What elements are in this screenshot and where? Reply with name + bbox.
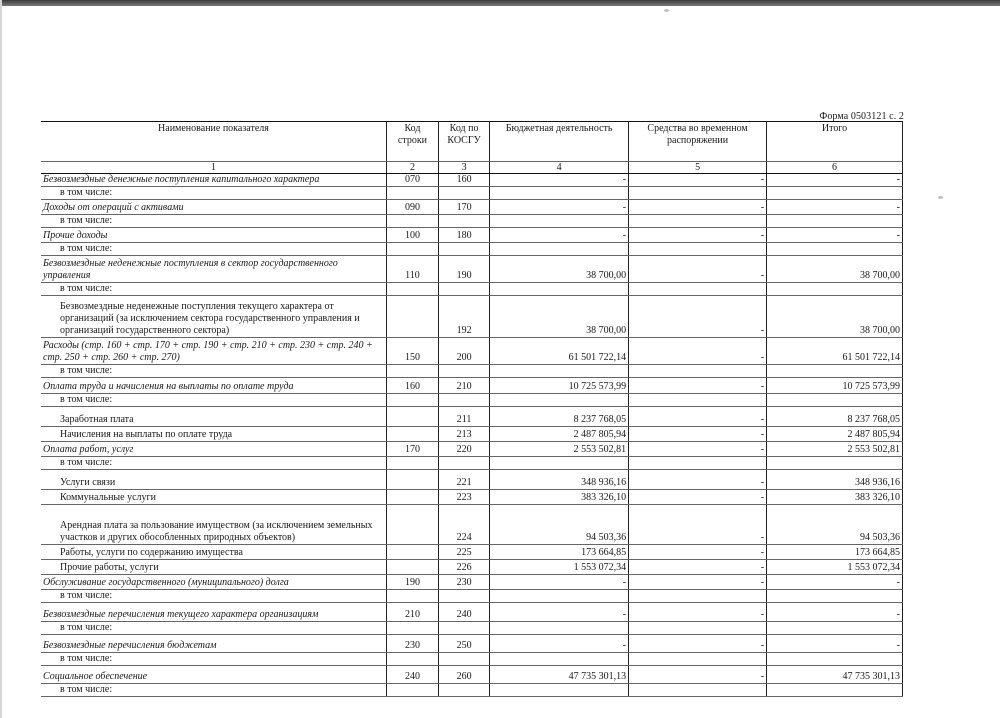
row-temp-funds-value	[629, 457, 767, 470]
row-kosgu	[439, 457, 490, 470]
row-budget-value	[490, 187, 629, 200]
report-table	[41, 121, 903, 697]
row-budget-value: 61 501 722,14	[490, 338, 629, 365]
row-total-value	[767, 457, 903, 470]
row-name: в том числе:	[41, 243, 386, 256]
row-name: в том числе:	[41, 283, 386, 296]
row-name: Работы, услуги по содержанию имущества	[41, 545, 386, 560]
row-total-value: 10 725 573,99	[767, 378, 903, 394]
row-total-value	[767, 215, 903, 228]
row-name: в том числе:	[41, 684, 386, 697]
row-total-value	[767, 394, 903, 407]
row-name: в том числе:	[41, 653, 386, 666]
row-budget-value	[490, 622, 629, 635]
row-code: 210	[386, 603, 438, 622]
row-total-value: 2 487 805,94	[767, 427, 903, 442]
header-total: Итого	[767, 122, 903, 162]
row-kosgu	[439, 590, 490, 603]
row-name: Прочие работы, услуги	[41, 560, 386, 575]
row-code: 100	[386, 228, 438, 243]
row-temp-funds-value	[629, 590, 767, 603]
row-temp-funds-value: -	[629, 296, 767, 338]
row-name: Доходы от операций с активами	[41, 200, 386, 215]
row-name: Безвозмездные неденежные поступления в сектор государственного управления	[41, 256, 386, 283]
row-temp-funds-value: -	[629, 407, 767, 427]
row-budget-value	[490, 590, 629, 603]
row-name: Оплата работ, услуг	[41, 442, 386, 457]
row-total-value	[767, 187, 903, 200]
row-kosgu: 226	[439, 560, 490, 575]
row-temp-funds-value: -	[629, 603, 767, 622]
table-row	[41, 490, 903, 505]
row-temp-funds-value	[629, 394, 767, 407]
row-temp-funds-value	[629, 283, 767, 296]
row-name: Обслуживание государственного (муниципального) долга	[41, 575, 386, 590]
row-name: Безвозмездные перечисления текущего характера организациям	[41, 603, 386, 622]
table-row	[41, 622, 903, 635]
row-temp-funds-value	[629, 215, 767, 228]
row-total-value: 348 936,16	[767, 470, 903, 490]
table-row	[41, 575, 903, 590]
row-kosgu: 180	[439, 228, 490, 243]
row-total-value: 61 501 722,14	[767, 338, 903, 365]
row-total-value: 2 553 502,81	[767, 442, 903, 457]
row-budget-value: 348 936,16	[490, 470, 629, 490]
row-kosgu: 221	[439, 470, 490, 490]
row-total-value: -	[767, 603, 903, 622]
column-number: 5	[629, 162, 767, 174]
row-budget-value	[490, 684, 629, 697]
row-total-value: 1 553 072,34	[767, 560, 903, 575]
report-sheet	[41, 121, 903, 697]
row-kosgu: 190	[439, 256, 490, 283]
column-number: 6	[767, 162, 903, 174]
row-name: Арендная плата за пользование имуществом (за исключением земельных участков и других обособленных природных объектов)	[41, 505, 386, 545]
row-temp-funds-value: -	[629, 560, 767, 575]
row-code	[386, 545, 438, 560]
table-row	[41, 427, 903, 442]
row-name: Безвозмездные перечисления бюджетам	[41, 635, 386, 653]
row-code: 160	[386, 378, 438, 394]
row-code: 150	[386, 338, 438, 365]
row-total-value: -	[767, 228, 903, 243]
row-code	[386, 457, 438, 470]
row-code	[386, 187, 438, 200]
table-row	[41, 365, 903, 378]
row-kosgu	[439, 215, 490, 228]
row-kosgu	[439, 243, 490, 256]
scan-speck	[938, 196, 943, 199]
row-temp-funds-value	[629, 622, 767, 635]
row-temp-funds-value: -	[629, 575, 767, 590]
row-temp-funds-value	[629, 653, 767, 666]
scan-left-edge	[0, 0, 2, 718]
row-budget-value: -	[490, 228, 629, 243]
row-total-value: -	[767, 575, 903, 590]
row-total-value: 383 326,10	[767, 490, 903, 505]
table-row	[41, 666, 903, 684]
row-kosgu: 213	[439, 427, 490, 442]
row-budget-value: 10 725 573,99	[490, 378, 629, 394]
report-body	[41, 174, 903, 697]
row-name: Оплата труда и начисления на выплаты по оплате труда	[41, 378, 386, 394]
row-code: 090	[386, 200, 438, 215]
row-code	[386, 215, 438, 228]
row-name: Прочие доходы	[41, 228, 386, 243]
row-temp-funds-value	[629, 365, 767, 378]
row-budget-value: 38 700,00	[490, 256, 629, 283]
row-kosgu: 192	[439, 296, 490, 338]
column-number: 1	[41, 162, 386, 174]
table-row	[41, 256, 903, 283]
table-row	[41, 215, 903, 228]
row-budget-value: 1 553 072,34	[490, 560, 629, 575]
row-temp-funds-value: -	[629, 174, 767, 187]
form-label: Форма 0503121 с. 2	[819, 111, 904, 122]
row-temp-funds-value: -	[629, 378, 767, 394]
row-temp-funds-value: -	[629, 470, 767, 490]
row-code	[386, 470, 438, 490]
table-row	[41, 635, 903, 653]
row-budget-value: -	[490, 174, 629, 187]
row-kosgu: 250	[439, 635, 490, 653]
row-code	[386, 590, 438, 603]
row-kosgu	[439, 684, 490, 697]
row-total-value	[767, 622, 903, 635]
row-temp-funds-value	[629, 243, 767, 256]
row-name: Заработная плата	[41, 407, 386, 427]
row-code	[386, 407, 438, 427]
row-code: 070	[386, 174, 438, 187]
row-budget-value	[490, 457, 629, 470]
header-kosgu: Код по КОСГУ	[439, 122, 490, 162]
header-code-row: Код строки	[386, 122, 438, 162]
table-row	[41, 603, 903, 622]
header-name: Наименование показателя	[41, 122, 386, 162]
row-total-value	[767, 590, 903, 603]
row-code	[386, 622, 438, 635]
table-row	[41, 560, 903, 575]
table-row	[41, 200, 903, 215]
row-temp-funds-value: -	[629, 545, 767, 560]
row-name: в том числе:	[41, 365, 386, 378]
row-budget-value: 383 326,10	[490, 490, 629, 505]
table-row	[41, 457, 903, 470]
table-row	[41, 545, 903, 560]
row-budget-value: -	[490, 635, 629, 653]
row-code	[386, 560, 438, 575]
row-total-value: 38 700,00	[767, 296, 903, 338]
row-code: 240	[386, 666, 438, 684]
row-total-value: 173 664,85	[767, 545, 903, 560]
row-total-value: 38 700,00	[767, 256, 903, 283]
row-budget-value: 47 735 301,13	[490, 666, 629, 684]
row-code	[386, 505, 438, 545]
row-temp-funds-value	[629, 187, 767, 200]
row-total-value	[767, 243, 903, 256]
column-number-row	[41, 162, 903, 174]
header-row	[41, 122, 903, 162]
table-row	[41, 378, 903, 394]
row-kosgu: 240	[439, 603, 490, 622]
column-number: 2	[386, 162, 438, 174]
row-budget-value: -	[490, 575, 629, 590]
row-kosgu	[439, 187, 490, 200]
row-temp-funds-value	[629, 684, 767, 697]
row-name: в том числе:	[41, 215, 386, 228]
row-temp-funds-value: -	[629, 635, 767, 653]
row-budget-value: 8 237 768,05	[490, 407, 629, 427]
table-row	[41, 338, 903, 365]
row-kosgu: 220	[439, 442, 490, 457]
row-code	[386, 394, 438, 407]
header-budget: Бюджетная деятельность	[490, 122, 629, 162]
row-name: в том числе:	[41, 457, 386, 470]
row-code: 110	[386, 256, 438, 283]
table-row	[41, 442, 903, 457]
row-total-value: -	[767, 174, 903, 187]
row-kosgu: 223	[439, 490, 490, 505]
row-temp-funds-value: -	[629, 338, 767, 365]
table-row	[41, 228, 903, 243]
row-name: в том числе:	[41, 394, 386, 407]
table-row	[41, 505, 903, 545]
row-total-value	[767, 684, 903, 697]
row-budget-value	[490, 215, 629, 228]
row-name: в том числе:	[41, 590, 386, 603]
row-kosgu: 210	[439, 378, 490, 394]
row-kosgu: 160	[439, 174, 490, 187]
row-code	[386, 653, 438, 666]
row-code	[386, 684, 438, 697]
row-name: Услуги связи	[41, 470, 386, 490]
scan-speck	[664, 9, 669, 12]
row-name: в том числе:	[41, 187, 386, 200]
table-row	[41, 653, 903, 666]
table-row	[41, 470, 903, 490]
column-number: 4	[490, 162, 629, 174]
row-name: Расходы (стр. 160 + стр. 170 + стр. 190 + стр. 210 + стр. 230 + стр. 240 + стр. 250 + стр. 260 + стр. 270)	[41, 338, 386, 365]
row-kosgu: 200	[439, 338, 490, 365]
row-total-value: 94 503,36	[767, 505, 903, 545]
row-kosgu	[439, 283, 490, 296]
row-code	[386, 283, 438, 296]
row-kosgu: 170	[439, 200, 490, 215]
row-total-value: -	[767, 200, 903, 215]
row-temp-funds-value: -	[629, 505, 767, 545]
row-code	[386, 365, 438, 378]
table-row	[41, 394, 903, 407]
row-budget-value	[490, 283, 629, 296]
row-total-value: 8 237 768,05	[767, 407, 903, 427]
row-budget-value: -	[490, 200, 629, 215]
table-row	[41, 283, 903, 296]
row-code	[386, 427, 438, 442]
row-temp-funds-value: -	[629, 427, 767, 442]
row-name: Безвозмездные неденежные поступления текущего характера от организаций (за исключением сектора государственного управления и организаций государственного сектора)	[41, 296, 386, 338]
row-total-value	[767, 365, 903, 378]
row-kosgu	[439, 365, 490, 378]
row-temp-funds-value: -	[629, 228, 767, 243]
header-temp-funds: Средства во временном распоряжении	[629, 122, 767, 162]
row-total-value: -	[767, 635, 903, 653]
row-budget-value	[490, 653, 629, 666]
scan-edge-shadow	[0, 0, 1000, 6]
row-budget-value: 94 503,36	[490, 505, 629, 545]
table-row	[41, 407, 903, 427]
row-total-value: 47 735 301,13	[767, 666, 903, 684]
row-kosgu	[439, 394, 490, 407]
row-code: 170	[386, 442, 438, 457]
row-budget-value: 2 487 805,94	[490, 427, 629, 442]
row-name: в том числе:	[41, 622, 386, 635]
table-row	[41, 187, 903, 200]
row-total-value	[767, 283, 903, 296]
row-code	[386, 296, 438, 338]
row-budget-value	[490, 394, 629, 407]
row-budget-value: 173 664,85	[490, 545, 629, 560]
row-kosgu	[439, 653, 490, 666]
row-total-value	[767, 653, 903, 666]
row-kosgu: 225	[439, 545, 490, 560]
row-name: Коммунальные услуги	[41, 490, 386, 505]
row-kosgu: 211	[439, 407, 490, 427]
column-number: 3	[439, 162, 490, 174]
row-name: Социальное обеспечение	[41, 666, 386, 684]
row-code	[386, 243, 438, 256]
row-budget-value	[490, 243, 629, 256]
table-row	[41, 590, 903, 603]
row-name: Начисления на выплаты по оплате труда	[41, 427, 386, 442]
row-temp-funds-value: -	[629, 442, 767, 457]
row-temp-funds-value: -	[629, 490, 767, 505]
table-row	[41, 243, 903, 256]
row-budget-value	[490, 365, 629, 378]
row-temp-funds-value: -	[629, 256, 767, 283]
row-kosgu: 260	[439, 666, 490, 684]
row-budget-value: 2 553 502,81	[490, 442, 629, 457]
row-temp-funds-value: -	[629, 666, 767, 684]
row-budget-value: -	[490, 603, 629, 622]
row-code: 230	[386, 635, 438, 653]
row-code: 190	[386, 575, 438, 590]
row-temp-funds-value: -	[629, 200, 767, 215]
row-kosgu: 230	[439, 575, 490, 590]
row-kosgu	[439, 622, 490, 635]
row-kosgu: 224	[439, 505, 490, 545]
table-row	[41, 174, 903, 187]
table-row	[41, 296, 903, 338]
row-budget-value: 38 700,00	[490, 296, 629, 338]
row-code	[386, 490, 438, 505]
table-row	[41, 684, 903, 697]
row-name: Безвозмездные денежные поступления капитального характера	[41, 174, 386, 187]
